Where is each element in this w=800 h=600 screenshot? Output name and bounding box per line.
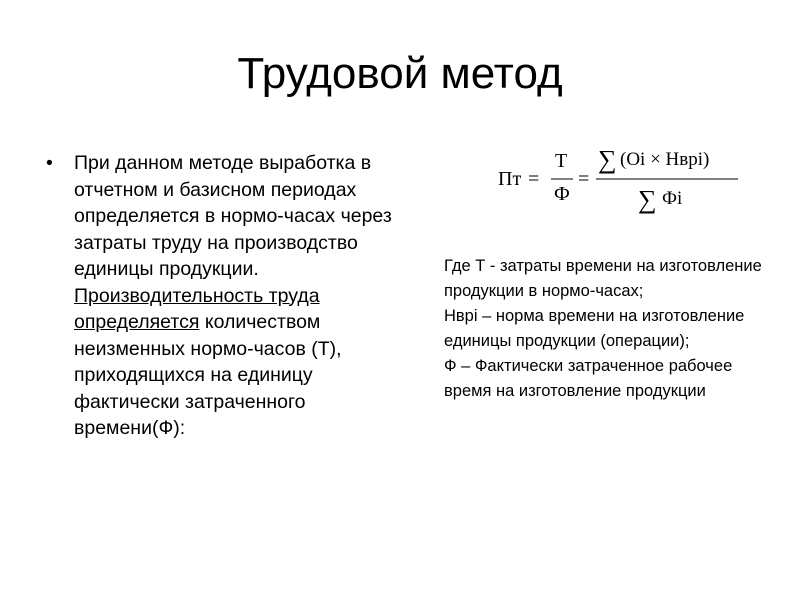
- formula-lhs: Пт: [498, 168, 522, 190]
- slide-title: Трудовой метод: [237, 49, 563, 98]
- legend-line-t: Где Т - затраты времени на изготовление продукции в нормо-часах;: [444, 257, 762, 300]
- main-text-part-2: количеством неизменных нормо-часов (Т), приходящихся на единицу фактически затраченного времени(Ф):: [74, 311, 342, 439]
- formula-denominator-f: Ф: [554, 183, 570, 205]
- main-text-underlined: Производительность труда определяется: [74, 284, 320, 333]
- formula-equals-1: =: [528, 168, 540, 190]
- formula-numerator-sum: (Oi × Нврi): [620, 149, 710, 170]
- formula-denominator-sum: Фi: [662, 188, 683, 209]
- legend-line-nvr: Нврі – норма времени на изготовление единицы продукции (операции);: [444, 307, 745, 350]
- formula-equals-2: =: [578, 168, 590, 190]
- productivity-formula: [498, 142, 748, 222]
- formula-svg: [498, 142, 748, 222]
- bullet-marker: •: [46, 152, 53, 174]
- legend-line-f: Ф – Фактически затраченное рабочее время на изготовление продукции: [444, 357, 733, 400]
- main-bullet-item: [34, 150, 394, 442]
- main-text-part-1: При данном методе выработка в отчетном и базисном периодах определяется в нормо-часах через затраты труду на производство единицы продукции.: [74, 152, 392, 280]
- main-bullet-list: [34, 150, 394, 442]
- sum-symbol-bottom: ∑: [638, 185, 657, 214]
- formula-numerator-t: Т: [555, 150, 568, 172]
- sum-symbol-top: ∑: [598, 145, 617, 174]
- formula-legend: [444, 254, 764, 404]
